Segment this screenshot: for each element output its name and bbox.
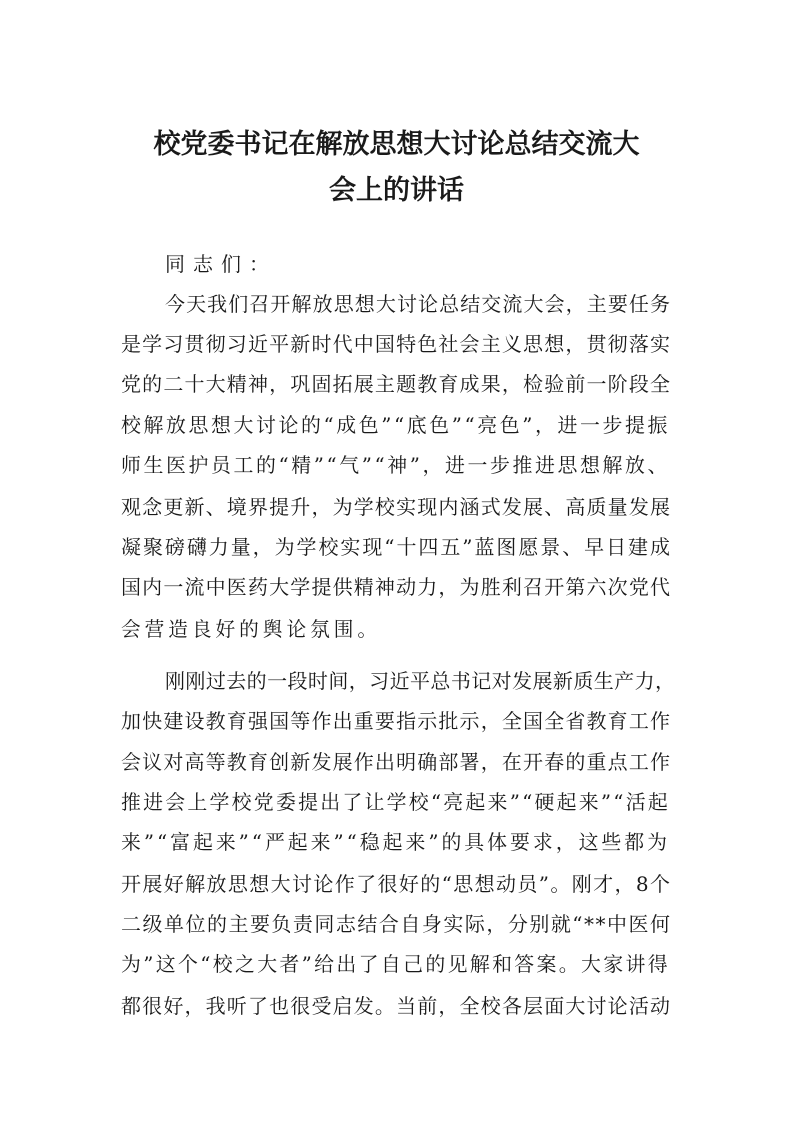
paragraph-2-line: 推进会上学校党委提出了让学校“亮起来”“硬起来”“活起 bbox=[121, 790, 670, 814]
paragraph-2-line: 都很好，我听了也很受启发。当前，全校各层面大讨论活动 bbox=[121, 994, 672, 1018]
paragraph-2-line: 会议对高等教育创新发展作出明确部署，在开春的重点工作 bbox=[121, 750, 672, 774]
paragraph-2-line: 开展好解放思想大讨论作了很好的“思想动员”。刚才，8个 bbox=[121, 872, 672, 896]
salutation: 同志们： bbox=[165, 252, 277, 276]
paragraph-1-line: 今天我们召开解放思想大讨论总结交流大会，主要任务 bbox=[165, 292, 672, 316]
paragraph-1-line: 凝聚磅礴力量，为学校实现“十四五”蓝图愿景、早日建成 bbox=[121, 535, 672, 559]
paragraph-1-line: 党的二十大精神，巩固拓展主题教育成果，检验前一阶段全 bbox=[121, 372, 672, 396]
paragraph-1-line: 观念更新、境界提升，为学校实现内涵式发展、高质量发展 bbox=[121, 495, 672, 519]
paragraph-2-line: 二级单位的主要负责同志结合自身实际，分别就“**中医何 bbox=[121, 912, 672, 936]
paragraph-1-line: 国内一流中医药大学提供精神动力，为胜利召开第六次党代 bbox=[121, 575, 672, 599]
paragraph-2-line: 为”这个“校之大者”给出了自己的见解和答案。大家讲得 bbox=[121, 952, 670, 976]
paragraph-1-line: 校解放思想大讨论的“成色”“底色”“亮色”，进一步提振 bbox=[121, 413, 671, 437]
document-title-line-2: 会上的讲话 bbox=[329, 175, 464, 206]
paragraph-1-line: 师生医护员工的“精”“气”“神”，进一步推进思想解放、 bbox=[121, 453, 671, 477]
paragraph-1-line: 是学习贯彻习近平新时代中国特色社会主义思想，贯彻落实 bbox=[121, 332, 672, 356]
paragraph-2-line: 刚刚过去的一段时间，习近平总书记对发展新质生产力， bbox=[165, 669, 676, 693]
paragraph-2-line: 加快建设教育强国等作出重要指示批示，全国全省教育工作 bbox=[121, 709, 672, 733]
document-title-line-1: 校党委书记在解放思想大讨论总结交流大 bbox=[153, 129, 640, 160]
paragraph-1-line: 会营造良好的舆论氛围。 bbox=[121, 617, 381, 641]
paragraph-2-line: 来”“富起来”“严起来”“稳起来”的具体要求，这些都为 bbox=[121, 830, 671, 854]
